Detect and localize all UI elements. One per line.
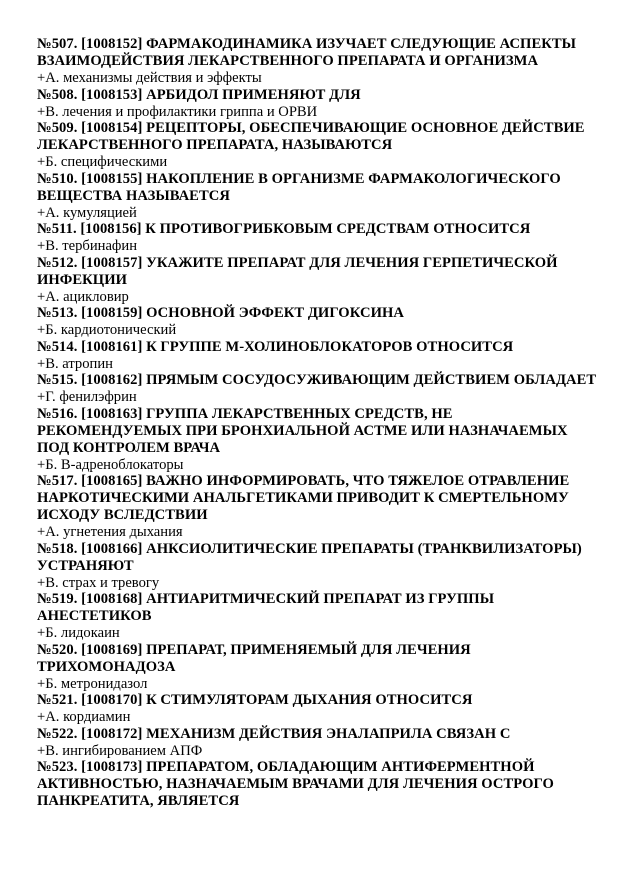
answer-text: +Б. лидокаин bbox=[37, 625, 120, 641]
question-item-509 bbox=[37, 120, 597, 171]
question-text: №513. [1008159] ОСНОВНОЙ ЭФФЕКТ ДИГОКСИНА bbox=[37, 305, 404, 321]
question-item-514 bbox=[37, 339, 597, 373]
answer-text: +В. лечения и профилактики гриппа и ОРВИ bbox=[37, 103, 318, 120]
answer-text: +В. тербинафин bbox=[37, 238, 138, 254]
question-text: №521. [1008170] К СТИМУЛЯТОРАМ ДЫХАНИЯ ОТНОСИТСЯ bbox=[37, 692, 473, 708]
question-text: №516. [1008163] ГРУППА ЛЕКАРСТВЕННЫХ СРЕДСТВ, НЕ РЕКОМЕНДУЕМЫХ ПРИ БРОНХИАЛЬНОЙ АСТМЕ ИЛИ НАЗНАЧАЕМЫХ ПОД КОНТРОЛЕМ ВРАЧА bbox=[37, 405, 568, 456]
question-item-521 bbox=[37, 692, 597, 726]
answer-text: +В. ингибированием АПФ bbox=[37, 742, 203, 759]
question-text: №507. [1008152] ФАРМАКОДИНАМИКА ИЗУЧАЕТ СЛЕДУЮЩИЕ АСПЕКТЫ ВЗАИМОДЕЙСТВИЯ ЛЕКАРСТВЕННОГО ПРЕПАРАТА И ОРГАНИЗМА bbox=[37, 36, 577, 69]
question-item-511 bbox=[37, 221, 597, 255]
answer-text: +Г. фенилэфрин bbox=[37, 389, 137, 405]
question-item-513 bbox=[37, 305, 597, 339]
question-item-517 bbox=[37, 473, 597, 541]
question-text: №512. [1008157] УКАЖИТЕ ПРЕПАРАТ ДЛЯ ЛЕЧЕНИЯ ГЕРПЕТИЧЕСКОЙ ИНФЕКЦИИ bbox=[37, 254, 558, 288]
answer-text: +А. кордиамин bbox=[37, 709, 131, 725]
answer-text: +Б. метронидазол bbox=[37, 675, 148, 692]
question-text: №510. [1008155] НАКОПЛЕНИЕ В ОРГАНИЗМЕ ФАРМАКОЛОГИЧЕСКОГО ВЕЩЕСТВА НАЗЫВАЕТСЯ bbox=[37, 170, 561, 204]
question-item-512 bbox=[37, 255, 597, 306]
answer-text: +А. угнетения дыхания bbox=[37, 524, 183, 540]
question-text: №523. [1008173] ПРЕПАРАТОМ, ОБЛАДАЮЩИМ АНТИФЕРМЕНТНОЙ АКТИВНОСТЬЮ, НАЗНАЧАЕМЫМ ВРАЧАМИ ДЛЯ ЛЕЧЕНИЯ ОСТРОГО ПАНКРЕАТИТА, ЯВЛЯЕТСЯ bbox=[37, 759, 554, 809]
answer-text: +Б. специфическими bbox=[37, 154, 168, 170]
question-item-518 bbox=[37, 541, 597, 592]
answer-text: +Б. кардиотонический bbox=[37, 322, 177, 338]
question-item-508 bbox=[37, 87, 597, 121]
question-item-510 bbox=[37, 171, 597, 222]
answer-text: +Б. В-адреноблокаторы bbox=[37, 456, 184, 473]
answer-text: +А. кумуляцией bbox=[37, 204, 137, 221]
question-item-523 bbox=[37, 759, 597, 810]
answer-text: +В. страх и тревогу bbox=[37, 574, 160, 591]
question-text: №520. [1008169] ПРЕПАРАТ, ПРИМЕНЯЕМЫЙ ДЛЯ ЛЕЧЕНИЯ ТРИХОМОНАДОЗА bbox=[37, 641, 471, 675]
question-text: №515. [1008162] ПРЯМЫМ СОСУДОСУЖИВАЮЩИМ ДЕЙСТВИЕМ ОБЛАДАЕТ bbox=[37, 372, 597, 388]
answer-text: +А. ацикловир bbox=[37, 288, 129, 305]
question-text: №508. [1008153] АРБИДОЛ ПРИМЕНЯЮТ ДЛЯ bbox=[37, 86, 361, 103]
question-item-515 bbox=[37, 372, 597, 406]
question-text: №518. [1008166] АНКСИОЛИТИЧЕСКИЕ ПРЕПАРАТЫ (ТРАНКВИЛИЗАТОРЫ) УСТРАНЯЮТ bbox=[37, 540, 582, 574]
document-page bbox=[37, 36, 597, 810]
question-text: №511. [1008156] К ПРОТИВОГРИБКОВЫМ СРЕДСТВАМ ОТНОСИТСЯ bbox=[37, 221, 531, 237]
question-item-520 bbox=[37, 642, 597, 693]
question-text: №509. [1008154] РЕЦЕПТОРЫ, ОБЕСПЕЧИВАЮЩИЕ ОСНОВНОЕ ДЕЙСТВИЕ ЛЕКАРСТВЕННОГО ПРЕПАРАТА, НАЗЫВАЮТСЯ bbox=[37, 120, 585, 153]
answer-text: +В. атропин bbox=[37, 355, 113, 372]
answer-text: +А. механизмы действия и эффекты bbox=[37, 70, 262, 86]
question-item-516 bbox=[37, 406, 597, 474]
question-item-522 bbox=[37, 726, 597, 760]
question-text: №522. [1008172] МЕХАНИЗМ ДЕЙСТВИЯ ЭНАЛАПРИЛА СВЯЗАН С bbox=[37, 725, 511, 742]
question-text: №517. [1008165] ВАЖНО ИНФОРМИРОВАТЬ, ЧТО ТЯЖЕЛОЕ ОТРАВЛЕНИЕ НАРКОТИЧЕСКИМИ АНАЛЬГЕТИКАМИ ПРИВОДИТ К СМЕРТЕЛЬНОМУ ИСХОДУ ВСЛЕДСТВИИ bbox=[37, 473, 570, 523]
question-item-519 bbox=[37, 591, 597, 642]
question-item-507 bbox=[37, 36, 597, 87]
question-text: №514. [1008161] К ГРУППЕ М-ХОЛИНОБЛОКАТОРОВ ОТНОСИТСЯ bbox=[37, 338, 514, 355]
question-text: №519. [1008168] АНТИАРИТМИЧЕСКИЙ ПРЕПАРАТ ИЗ ГРУППЫ АНЕСТЕТИКОВ bbox=[37, 591, 495, 624]
